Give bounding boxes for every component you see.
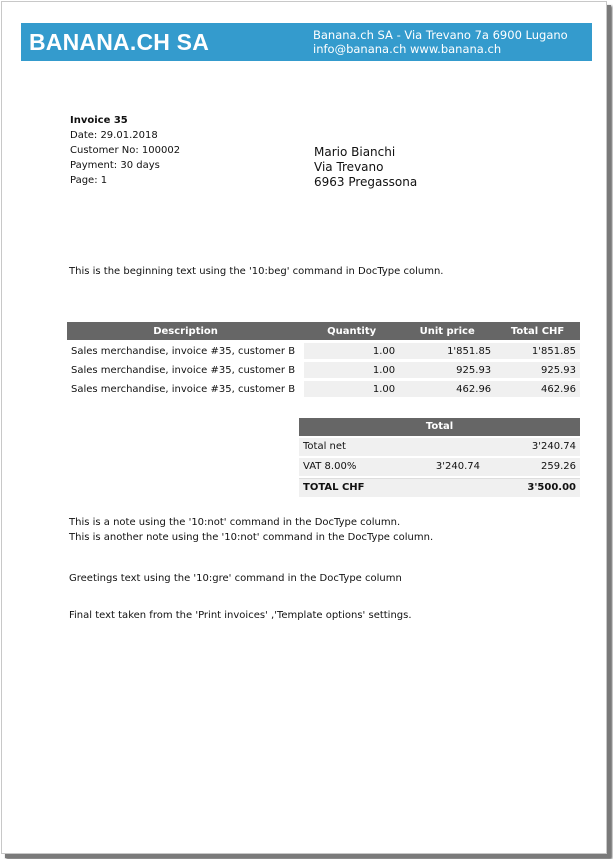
recipient-street: Via Trevano: [314, 160, 384, 174]
note-line: This is a note using the '10:not' command in the DocType column.: [69, 517, 401, 528]
payment-terms: Payment: 30 days: [70, 160, 160, 171]
page-number: Page: 1: [70, 175, 108, 186]
customer-number: Customer No: 100002: [70, 145, 181, 156]
cell-description: Sales merchandise, invoice #35, customer B: [67, 343, 304, 359]
vat-label: VAT 8.00%: [303, 461, 357, 472]
col-description: Description: [67, 322, 304, 340]
col-unit-price: Unit price: [399, 322, 495, 340]
cell-description: Sales merchandise, invoice #35, customer B: [67, 362, 304, 378]
invoice-info: [70, 113, 180, 188]
grand-total-label: TOTAL CHF: [303, 482, 365, 493]
vat-base: 3'240.74: [435, 461, 480, 472]
invoice-title: Invoice 35: [70, 115, 128, 126]
company-web-email: info@banana.ch www.banana.ch: [313, 42, 502, 56]
cell-total: 462.96: [495, 381, 580, 397]
table-row: [67, 381, 580, 397]
total-net-value: 3'240.74: [531, 441, 576, 452]
items-header-row: [67, 322, 580, 340]
vat-value: 259.26: [541, 461, 576, 472]
total-net-label: Total net: [303, 441, 346, 452]
totals-table: [299, 418, 580, 497]
cell-quantity: 1.00: [304, 381, 399, 397]
cell-unit-price: 925.93: [399, 362, 495, 378]
table-row: [67, 362, 580, 378]
company-address: Banana.ch SA - Via Trevano 7a 6900 Lugano: [313, 28, 568, 42]
cell-unit-price: 462.96: [399, 381, 495, 397]
company-name: BANANA.CH SA: [29, 29, 210, 55]
greetings-text: Greetings text using the '10:gre' command in the DocType column: [69, 573, 402, 584]
col-total: Total CHF: [495, 322, 580, 340]
header-banner: [21, 23, 592, 61]
cell-total: 1'851.85: [495, 343, 580, 359]
totals-header: Total: [299, 418, 580, 436]
begin-text: This is the beginning text using the '10:beg' command in DocType column.: [69, 266, 444, 277]
cell-unit-price: 1'851.85: [399, 343, 495, 359]
final-text: Final text taken from the 'Print invoices' ,'Template options' settings.: [69, 610, 412, 621]
total-net-row: [299, 438, 580, 456]
notes: [69, 515, 433, 545]
grand-total-row: [299, 478, 580, 497]
company-contact: [313, 28, 568, 56]
cell-total: 925.93: [495, 362, 580, 378]
table-row: [67, 343, 580, 359]
invoice-page: [1, 1, 607, 854]
grand-total-value: 3'500.00: [527, 482, 576, 493]
invoice-date: Date: 29.01.2018: [70, 130, 158, 141]
recipient-city: 6963 Pregassona: [314, 175, 418, 189]
col-quantity: Quantity: [304, 322, 399, 340]
cell-description: Sales merchandise, invoice #35, customer B: [67, 381, 304, 397]
vat-row: [299, 458, 580, 476]
items-table: [67, 319, 580, 400]
recipient-name: Mario Bianchi: [314, 145, 396, 159]
recipient-address: [314, 145, 417, 190]
note-line: This is another note using the '10:not' command in the DocType column.: [69, 532, 434, 543]
cell-quantity: 1.00: [304, 362, 399, 378]
cell-quantity: 1.00: [304, 343, 399, 359]
